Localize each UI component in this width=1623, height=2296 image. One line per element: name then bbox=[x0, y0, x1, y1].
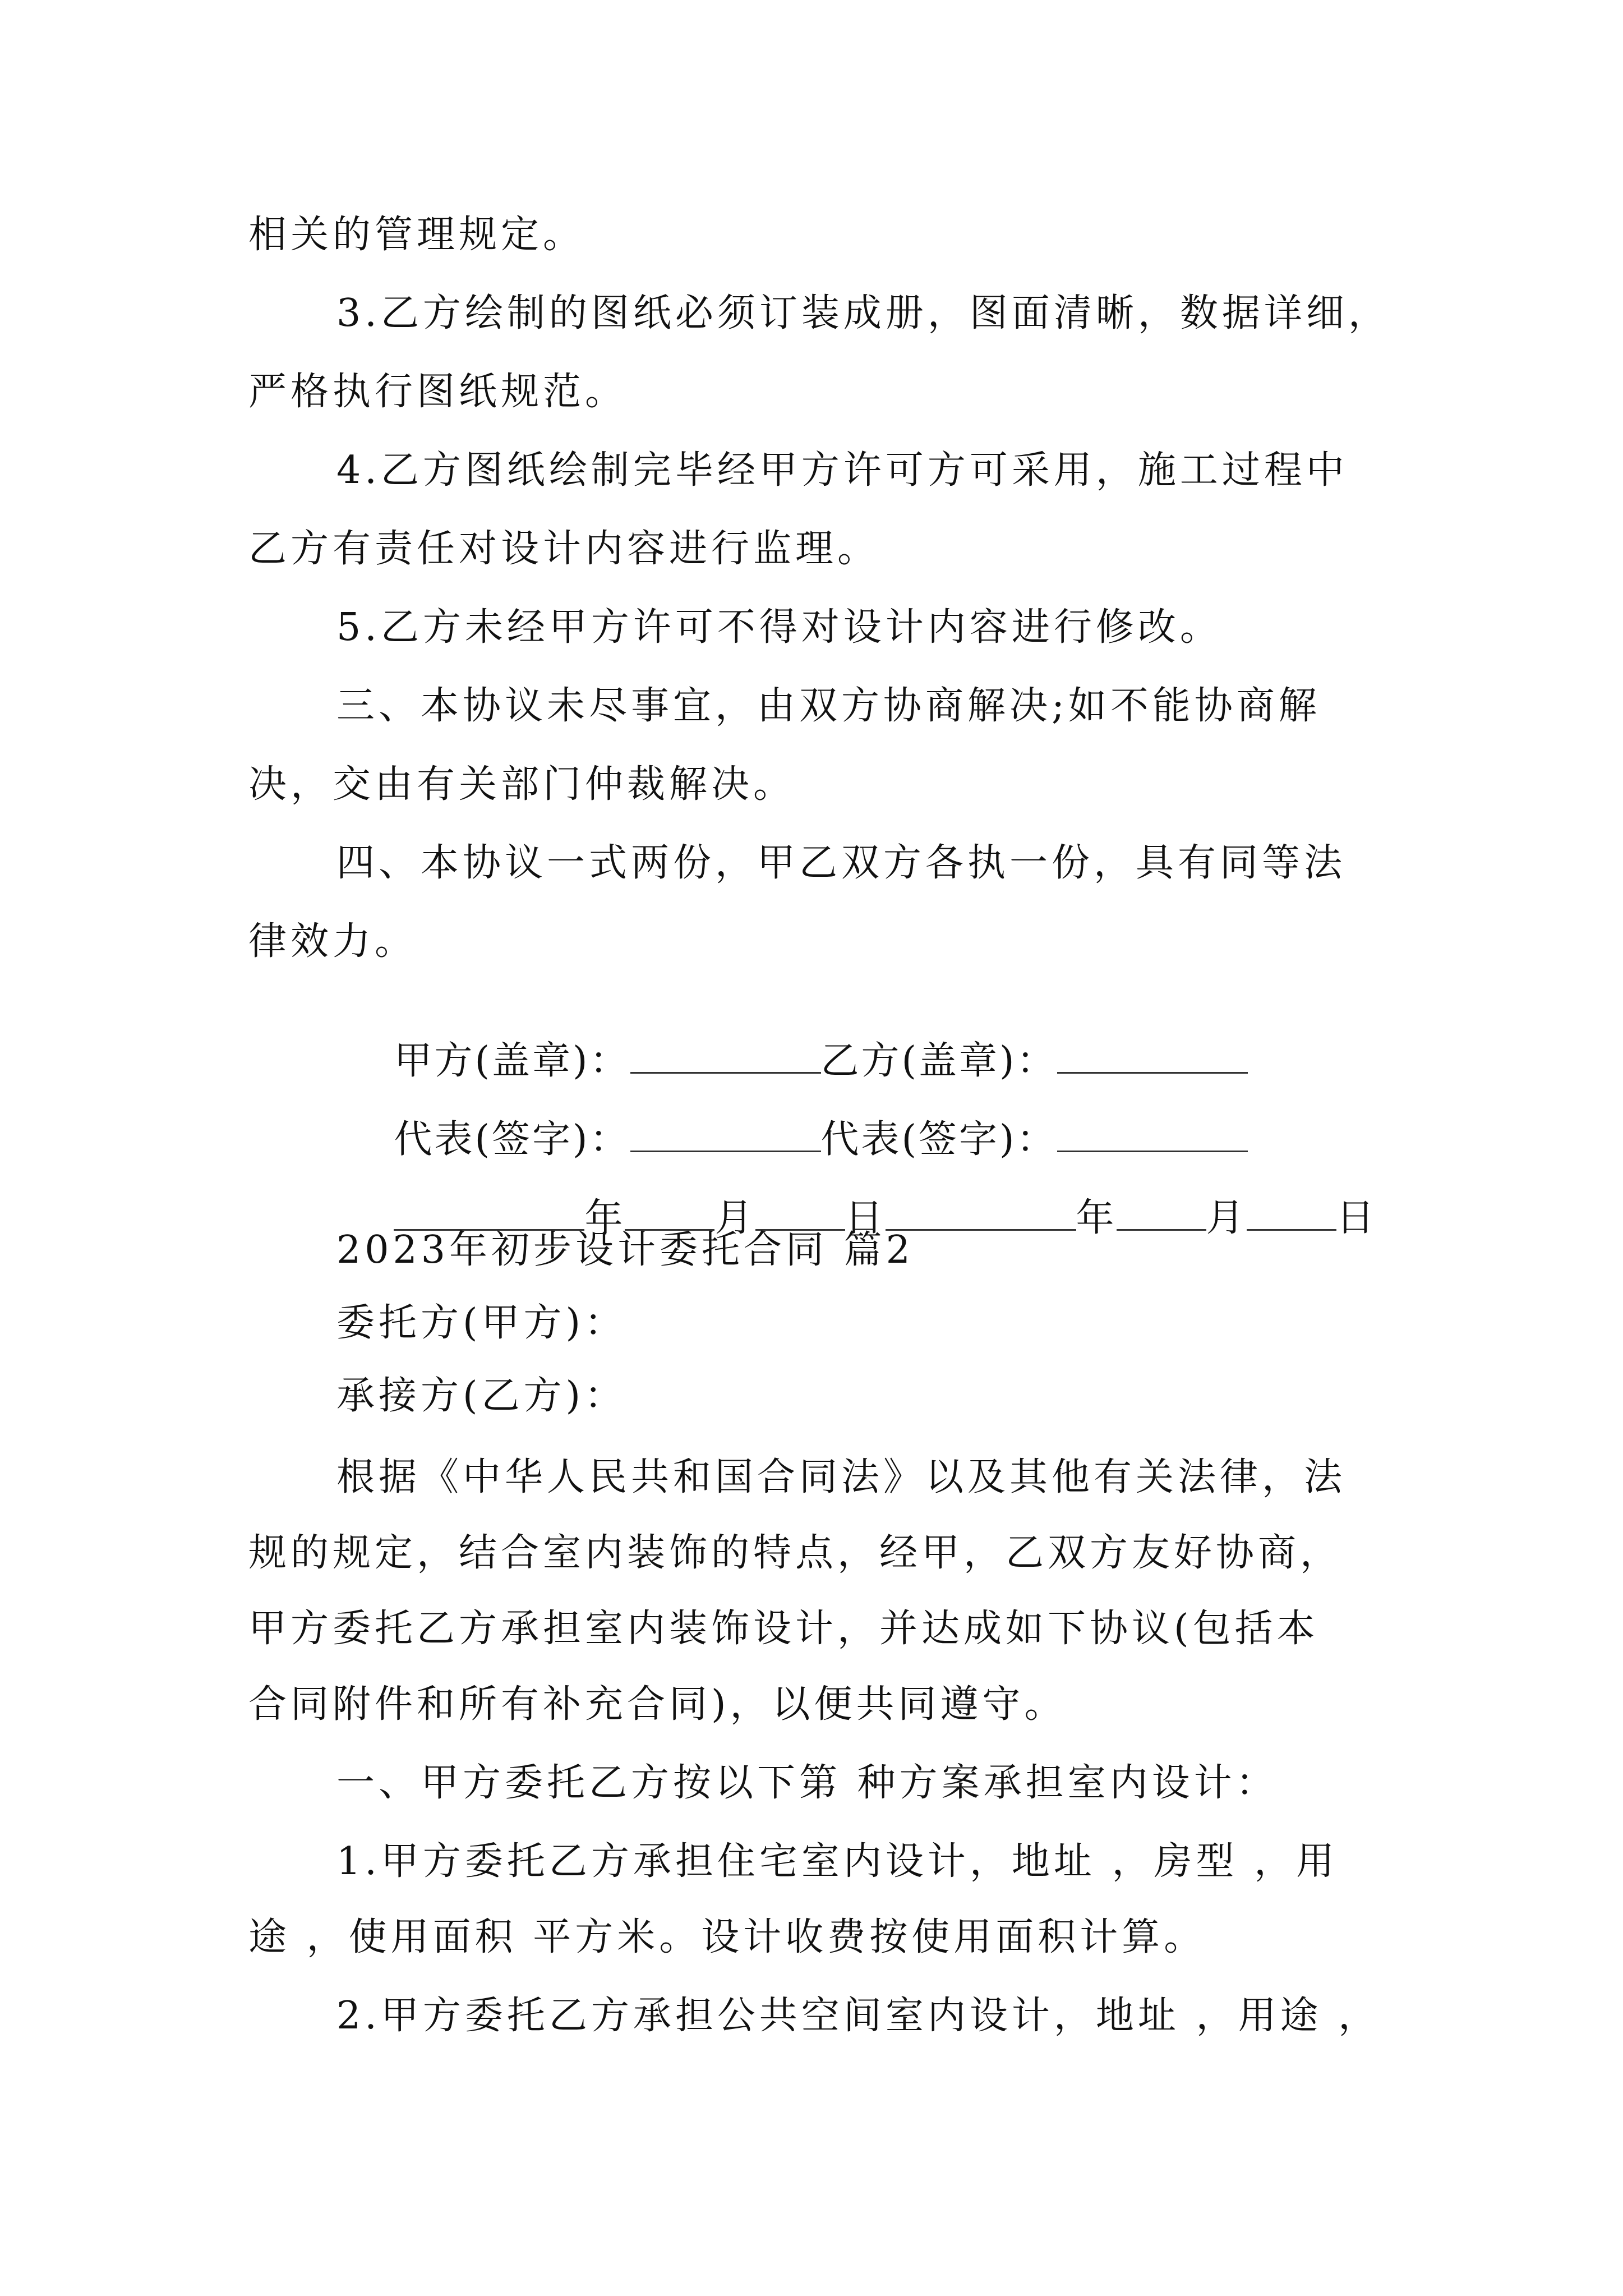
body-line: 根据《中华人民共和国合同法》以及其他有关法律，法 bbox=[336, 1455, 1347, 1499]
rep-a-label: 代表(签字)： bbox=[394, 1117, 630, 1162]
date-b-year-blank[interactable] bbox=[886, 1197, 1076, 1231]
contractor-party-line: 承接方(乙方)： bbox=[336, 1374, 627, 1418]
body-line: 2.甲方委托乙方承担公共空间室内设计，地址 ，用途 ， bbox=[336, 1994, 1381, 2038]
body-line: 四、本协议一式两份，甲乙双方各执一份，具有同等法 bbox=[336, 841, 1347, 885]
year-label: 年 bbox=[1076, 1196, 1117, 1240]
party-b-blank[interactable] bbox=[1057, 1039, 1248, 1074]
date-a-month-blank[interactable] bbox=[625, 1197, 714, 1231]
body-line: 4.乙方图纸绘制完毕经甲方许可方可采用，施工过程中 bbox=[336, 448, 1348, 493]
body-line: 一、甲方委托乙方按以下第 种方案承担室内设计： bbox=[336, 1761, 1278, 1805]
date-b-month-blank[interactable] bbox=[1117, 1197, 1206, 1231]
section-heading: 2023年初步设计委托合同 篇2 bbox=[336, 1228, 914, 1272]
party-b-label: 乙方(盖章)： bbox=[820, 1039, 1057, 1083]
body-line: 规的规定，结合室内装饰的特点，经甲，乙双方友好协商， bbox=[248, 1531, 1343, 1575]
party-a-blank[interactable] bbox=[630, 1039, 821, 1074]
body-line: 相关的管理规定。 bbox=[248, 213, 585, 257]
date-b-day-blank[interactable] bbox=[1247, 1197, 1336, 1231]
month-label: 月 bbox=[1206, 1196, 1247, 1240]
year-label: 年 bbox=[584, 1196, 625, 1240]
body-line: 5.乙方未经甲方许可不得对设计内容进行修改。 bbox=[336, 605, 1222, 650]
body-line: 途 ，使用面积 平方米。设计收费按使用面积计算。 bbox=[248, 1915, 1206, 1959]
month-label: 月 bbox=[714, 1196, 755, 1240]
body-line: 3.乙方绘制的图纸必须订装成册，图面清晰，数据详细， bbox=[336, 291, 1390, 335]
body-line: 合同附件和所有补充合同)，以便共同遵守。 bbox=[248, 1682, 1067, 1727]
party-a-label: 甲方(盖章)： bbox=[394, 1039, 630, 1083]
rep-b-label: 代表(签字)： bbox=[820, 1117, 1057, 1162]
body-line: 严格执行图纸规范。 bbox=[248, 370, 628, 414]
date-a-day-blank[interactable] bbox=[755, 1197, 845, 1231]
day-label: 日 bbox=[1336, 1196, 1377, 1240]
date-a-year-blank[interactable] bbox=[394, 1197, 584, 1231]
client-party-line: 委托方(甲方)： bbox=[336, 1301, 627, 1345]
body-line: 乙方有责任对设计内容进行监理。 bbox=[248, 527, 880, 571]
body-line: 1.甲方委托乙方承担住宅室内设计，地址 ，房型 ，用 bbox=[336, 1839, 1339, 1884]
rep-a-blank[interactable] bbox=[630, 1118, 821, 1152]
body-line: 甲方委托乙方承担室内装饰设计，并达成如下协议(包括本 bbox=[248, 1607, 1319, 1651]
body-line: 决，交由有关部门仲裁解决。 bbox=[248, 762, 796, 807]
rep-b-blank[interactable] bbox=[1057, 1118, 1248, 1152]
body-line: 三、本协议未尽事宜，由双方协商解决;如不能协商解 bbox=[336, 684, 1321, 728]
day-label: 日 bbox=[845, 1196, 886, 1240]
body-line: 律效力。 bbox=[248, 919, 417, 964]
